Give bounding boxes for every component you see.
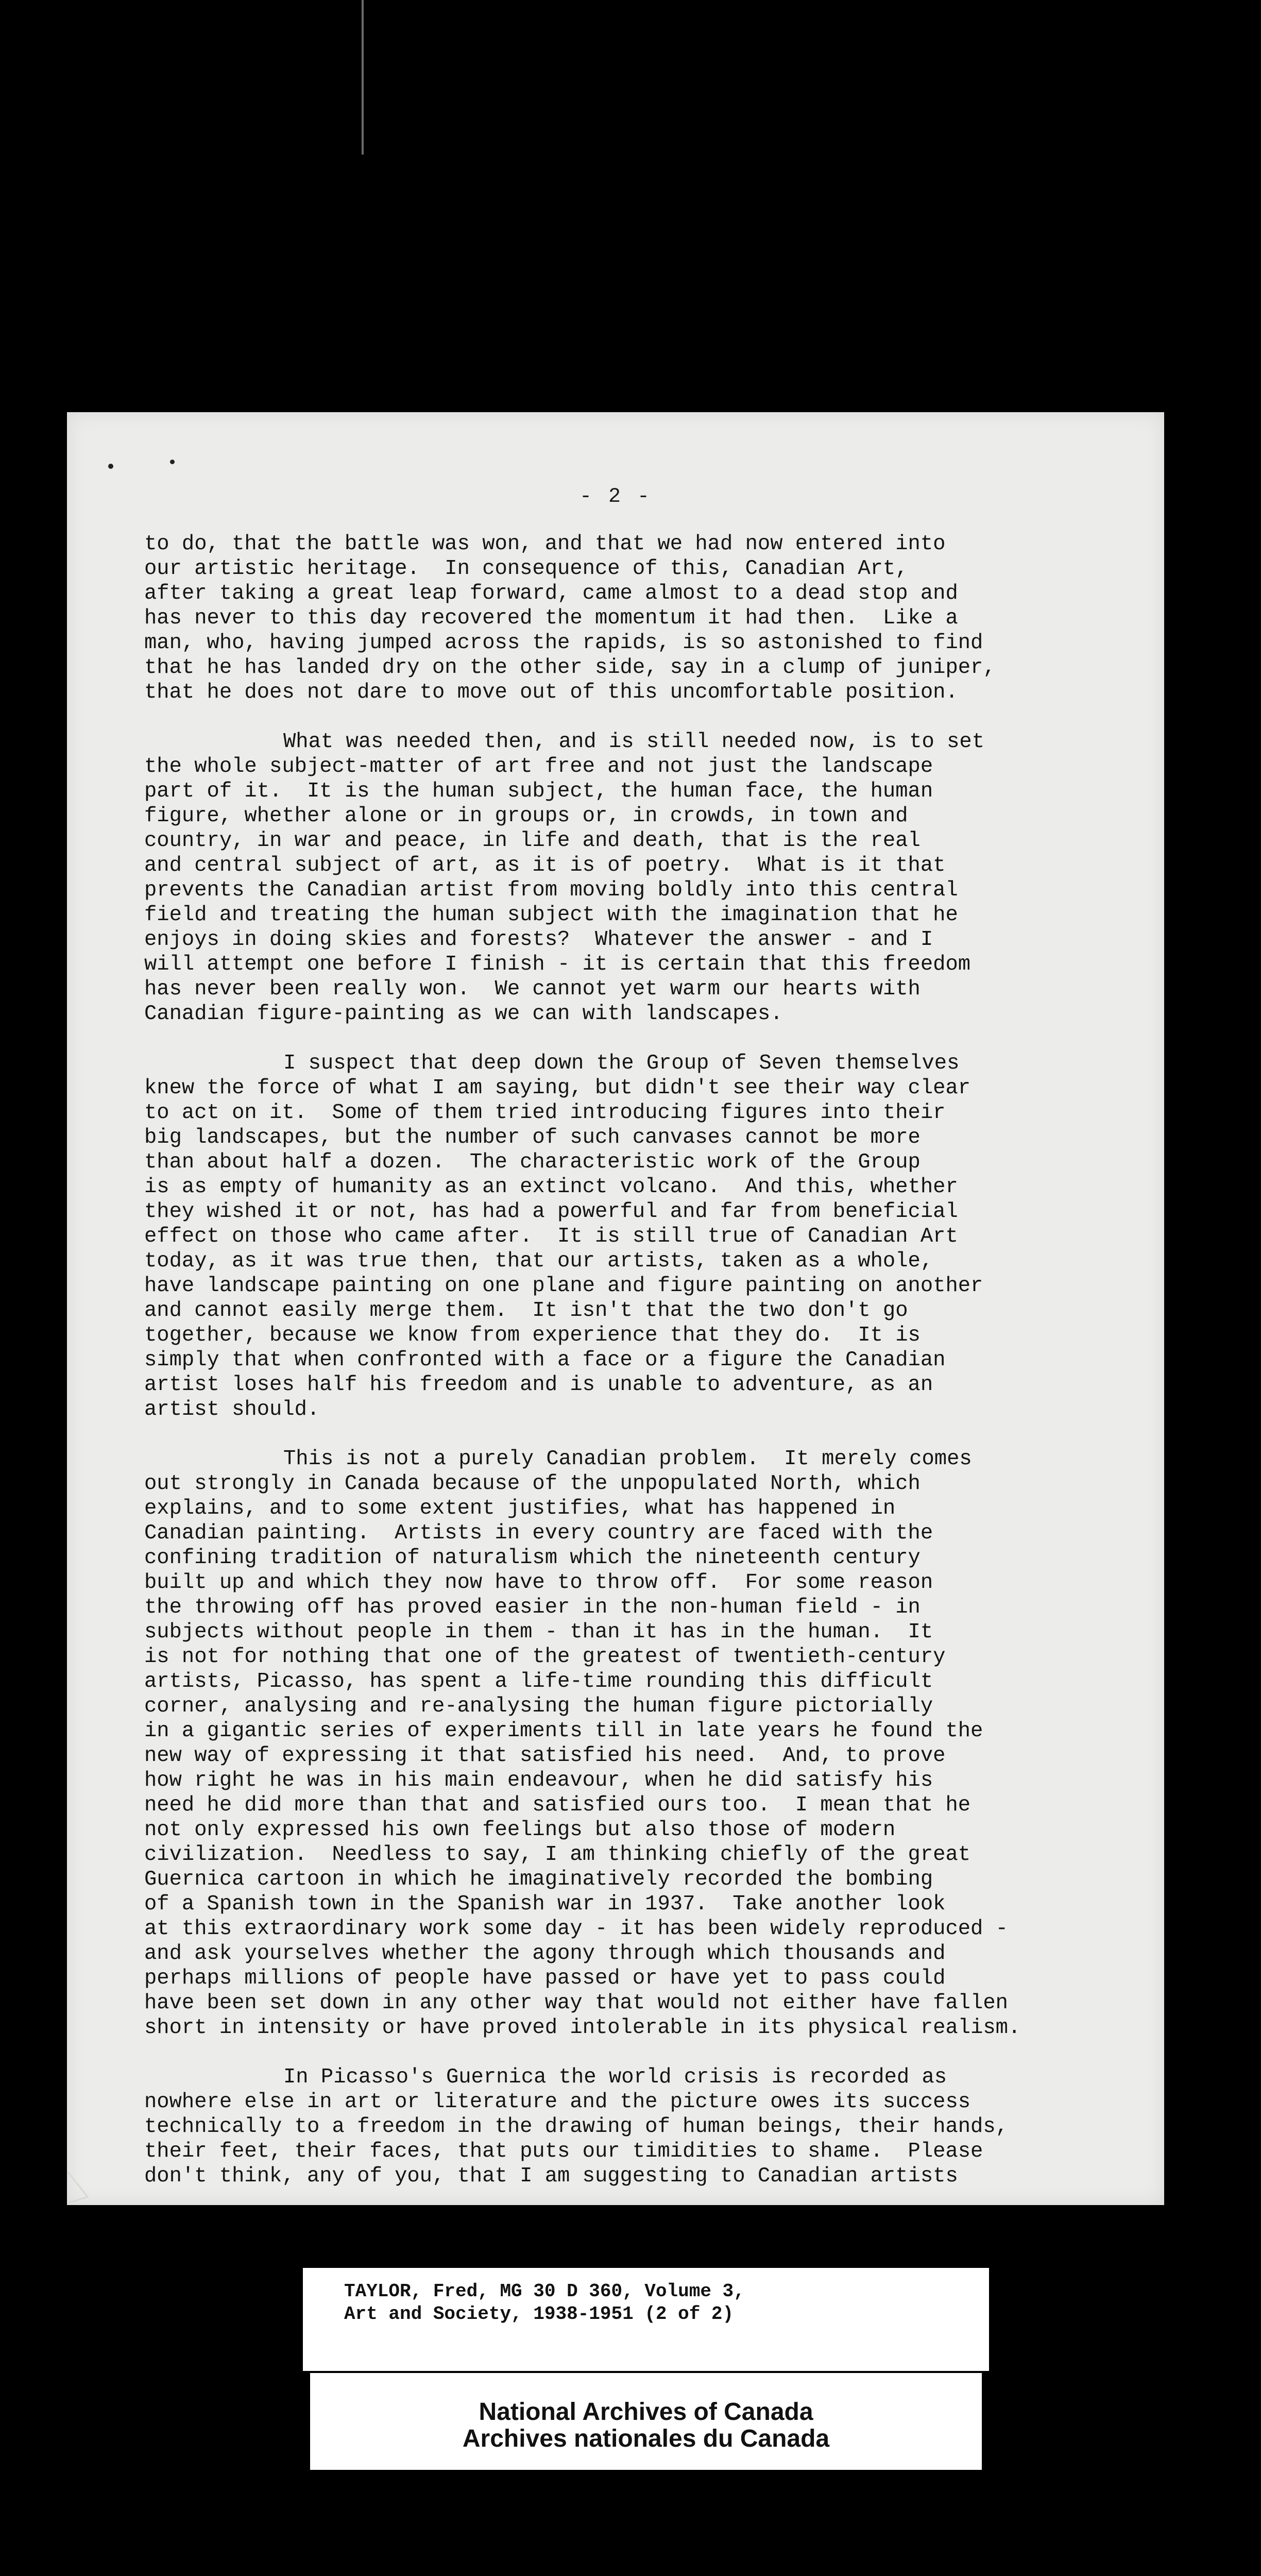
line-text: built up and which they now have to throw off. For some reason [144, 1571, 933, 1595]
line-text: their feet, their faces, that puts our timidities to shame. Please [144, 2140, 983, 2163]
line-text: part of it. It is the human subject, the human face, the human [144, 779, 933, 803]
line-text: artist should. [144, 1398, 320, 1421]
text-line [144, 606, 1174, 631]
text-line [144, 1867, 1174, 1892]
text-line [144, 1818, 1174, 1842]
text-line [144, 853, 1174, 878]
line-text: to do, that the battle was won, and that we had now entered into [144, 532, 946, 556]
line-text: This is not a purely Canadian problem. It merely comes [283, 1447, 972, 1471]
line-text: that he does not dare to move out of this uncomfortable position. [144, 681, 958, 704]
paragraph [144, 730, 1174, 1026]
line-text: big landscapes, but the number of such canvases cannot be more [144, 1126, 921, 1149]
text-line [144, 1620, 1174, 1645]
line-text: has never to this day recovered the momentum it had then. Like a [144, 606, 958, 630]
line-text: have landscape painting on one plane and figure painting on another [144, 1274, 983, 1298]
text-line [144, 1595, 1174, 1620]
text-line [144, 1447, 1174, 1471]
paper-speck [170, 460, 175, 464]
text-line [144, 680, 1174, 705]
line-text: new way of expressing it that satisfied his need. And, to prove [144, 1744, 946, 1768]
line-text: they wished it or not, has had a powerful and far from beneficial [144, 1200, 958, 1224]
film-edge-mark [362, 0, 364, 155]
line-text: artists, Picasso, has spent a life-time rounding this difficult [144, 1670, 933, 1693]
text-line [144, 1323, 1174, 1348]
line-text: has never been really won. We cannot yet warm our hearts with [144, 977, 921, 1001]
line-text: how right he was in his main endeavour, when he did satisfy his [144, 1769, 933, 1792]
line-text: of a Spanish town in the Spanish war in 1937. Take another look [144, 1892, 946, 1916]
line-text: and cannot easily merge them. It isn't that the two don't go [144, 1299, 908, 1323]
text-line [144, 1298, 1174, 1323]
page-number: - 2 - [579, 485, 652, 509]
text-line [144, 1224, 1174, 1249]
text-line [144, 1570, 1174, 1595]
text-line [144, 2164, 1174, 2189]
line-text: out strongly in Canada because of the unpopulated North, which [144, 1472, 921, 1496]
archive-caption-label [303, 2268, 989, 2371]
text-line [144, 581, 1174, 606]
line-text: What was needed then, and is still needed now, is to set [283, 730, 985, 754]
line-text: corner, analysing and re-analysing the human figure pictorially [144, 1694, 933, 1718]
paragraph [144, 1051, 1174, 1422]
text-line [144, 1991, 1174, 2015]
text-line [144, 977, 1174, 1002]
line-text: I suspect that deep down the Group of Seven themselves [283, 1052, 960, 1075]
caption-line-1: TAYLOR, Fred, MG 30 D 360, Volume 3, [344, 2281, 745, 2302]
archives-name-french: Archives nationales du Canada [462, 2425, 830, 2452]
line-text: perhaps millions of people have passed or have yet to pass could [144, 1967, 946, 1990]
text-line [144, 1372, 1174, 1397]
text-line [144, 1249, 1174, 1274]
line-text: at this extraordinary work some day - it has been widely reproduced - [144, 1917, 1008, 1941]
line-text: not only expressed his own feelings but also those of modern [144, 1818, 896, 1842]
line-text: and ask yourselves whether the agony through which thousands and [144, 1942, 946, 1965]
text-line [144, 1645, 1174, 1669]
line-text: together, because we know from experience that they do. It is [144, 1324, 921, 1347]
text-line [144, 1966, 1174, 1991]
text-line [144, 631, 1174, 655]
line-text: confining tradition of naturalism which the nineteenth century [144, 1546, 921, 1570]
paragraph [144, 532, 1174, 705]
line-text: prevents the Canadian artist from moving boldly into this central [144, 878, 958, 902]
line-text: need he did more than that and satisfied ours too. I mean that he [144, 1793, 971, 1817]
line-text: Canadian painting. Artists in every country are faced with the [144, 1521, 933, 1545]
text-line [144, 903, 1174, 927]
line-text: Canadian figure-painting as we can with landscapes. [144, 1002, 783, 1026]
text-line [144, 532, 1174, 556]
text-line [144, 1199, 1174, 1224]
text-line [144, 1768, 1174, 1793]
line-text: field and treating the human subject with the imagination that he [144, 903, 958, 927]
text-line [144, 2139, 1174, 2164]
text-line [144, 1397, 1174, 1422]
text-line [144, 655, 1174, 680]
text-line [144, 2090, 1174, 2114]
line-text: explains, and to some extent justifies, what has happened in [144, 1497, 896, 1520]
text-line [144, 2015, 1174, 2040]
text-line [144, 2114, 1174, 2139]
line-text: is as empty of humanity as an extinct volcano. And this, whether [144, 1175, 958, 1199]
text-line [144, 1175, 1174, 1199]
text-line [144, 878, 1174, 903]
line-text: effect on those who came after. It is still true of Canadian Art [144, 1225, 958, 1248]
text-line [144, 1793, 1174, 1818]
text-line [144, 1125, 1174, 1150]
text-line [144, 1471, 1174, 1496]
text-line [144, 1842, 1174, 1867]
line-text: artist loses half his freedom and is unable to adventure, as an [144, 1373, 933, 1397]
text-line [144, 1892, 1174, 1917]
line-text: in a gigantic series of experiments till in late years he found the [144, 1719, 983, 1743]
line-text: In Picasso's Guernica the world crisis is recorded as [283, 2065, 947, 2089]
text-line [144, 779, 1174, 804]
line-text: will attempt one before I finish - it is certain that this freedom [144, 953, 971, 976]
text-line [144, 927, 1174, 952]
text-line [144, 1150, 1174, 1175]
text-line [144, 2065, 1174, 2090]
text-line [144, 1941, 1174, 1966]
text-line [144, 754, 1174, 779]
text-line [144, 1743, 1174, 1768]
text-line [144, 1694, 1174, 1719]
line-text: that he has landed dry on the other side, say in a clump of juniper, [144, 656, 996, 680]
line-text: to act on it. Some of them tried introducing figures into their [144, 1101, 946, 1125]
text-line [144, 1348, 1174, 1372]
line-text: knew the force of what I am saying, but didn't see their way clear [144, 1076, 971, 1100]
page-fold-mark [67, 2169, 103, 2205]
line-text: is not for nothing that one of the greatest of twentieth-century [144, 1645, 946, 1669]
document-page [67, 412, 1164, 2205]
line-text: the throwing off has proved easier in the non-human field - in [144, 1596, 921, 1619]
text-line [144, 1002, 1174, 1026]
line-text: today, as it was true then, that our artists, taken as a whole, [144, 1249, 933, 1273]
text-line [144, 1719, 1174, 1743]
line-text: our artistic heritage. In consequence of this, Canadian Art, [144, 557, 908, 581]
text-line [144, 1274, 1174, 1298]
line-text: subjects without people in them - than it has in the human. It [144, 1620, 933, 1644]
line-text: figure, whether alone or in groups or, in crowds, in town and [144, 804, 908, 828]
line-text: country, in war and peace, in life and death, that is the real [144, 829, 921, 853]
line-text: have been set down in any other way that would not either have fallen [144, 1991, 1008, 2015]
line-text: enjoys in doing skies and forests? Whatever the answer - and I [144, 928, 933, 952]
text-line [144, 804, 1174, 828]
line-text: after taking a great leap forward, came almost to a dead stop and [144, 582, 958, 605]
line-text: civilization. Needless to say, I am thinking chiefly of the great [144, 1843, 971, 1867]
text-line [144, 1051, 1174, 1076]
text-line [144, 828, 1174, 853]
typed-body-text [144, 532, 1174, 2213]
archives-name-english: National Archives of Canada [479, 2398, 813, 2426]
line-text: nowhere else in art or literature and the picture owes its success [144, 2090, 971, 2114]
text-line [144, 1521, 1174, 1546]
line-text: and central subject of art, as it is of poetry. What is it that [144, 854, 946, 877]
text-line [144, 1546, 1174, 1570]
text-line [144, 952, 1174, 977]
text-line [144, 730, 1174, 754]
paragraph [144, 1447, 1174, 2040]
text-line [144, 1917, 1174, 1941]
line-text: don't think, any of you, that I am suggesting to Canadian artists [144, 2164, 958, 2188]
text-line [144, 1076, 1174, 1100]
paper-speck [108, 464, 113, 469]
line-text: simply that when confronted with a face or a figure the Canadian [144, 1348, 946, 1372]
line-text: than about half a dozen. The characteristic work of the Group [144, 1150, 921, 1174]
text-line [144, 1100, 1174, 1125]
line-text: the whole subject-matter of art free and not just the landscape [144, 755, 933, 778]
paragraph [144, 2065, 1174, 2189]
line-text: man, who, having jumped across the rapids, is so astonished to find [144, 631, 983, 655]
line-text: Guernica cartoon in which he imaginatively recorded the bombing [144, 1868, 933, 1891]
text-line [144, 1669, 1174, 1694]
line-text: technically to a freedom in the drawing of human beings, their hands, [144, 2115, 1008, 2139]
text-line [144, 556, 1174, 581]
caption-line-2: Art and Society, 1938-1951 (2 of 2) [344, 2303, 734, 2325]
line-text: short in intensity or have proved intolerable in its physical realism. [144, 2016, 1021, 2040]
archives-label [310, 2373, 982, 2470]
text-line [144, 1496, 1174, 1521]
